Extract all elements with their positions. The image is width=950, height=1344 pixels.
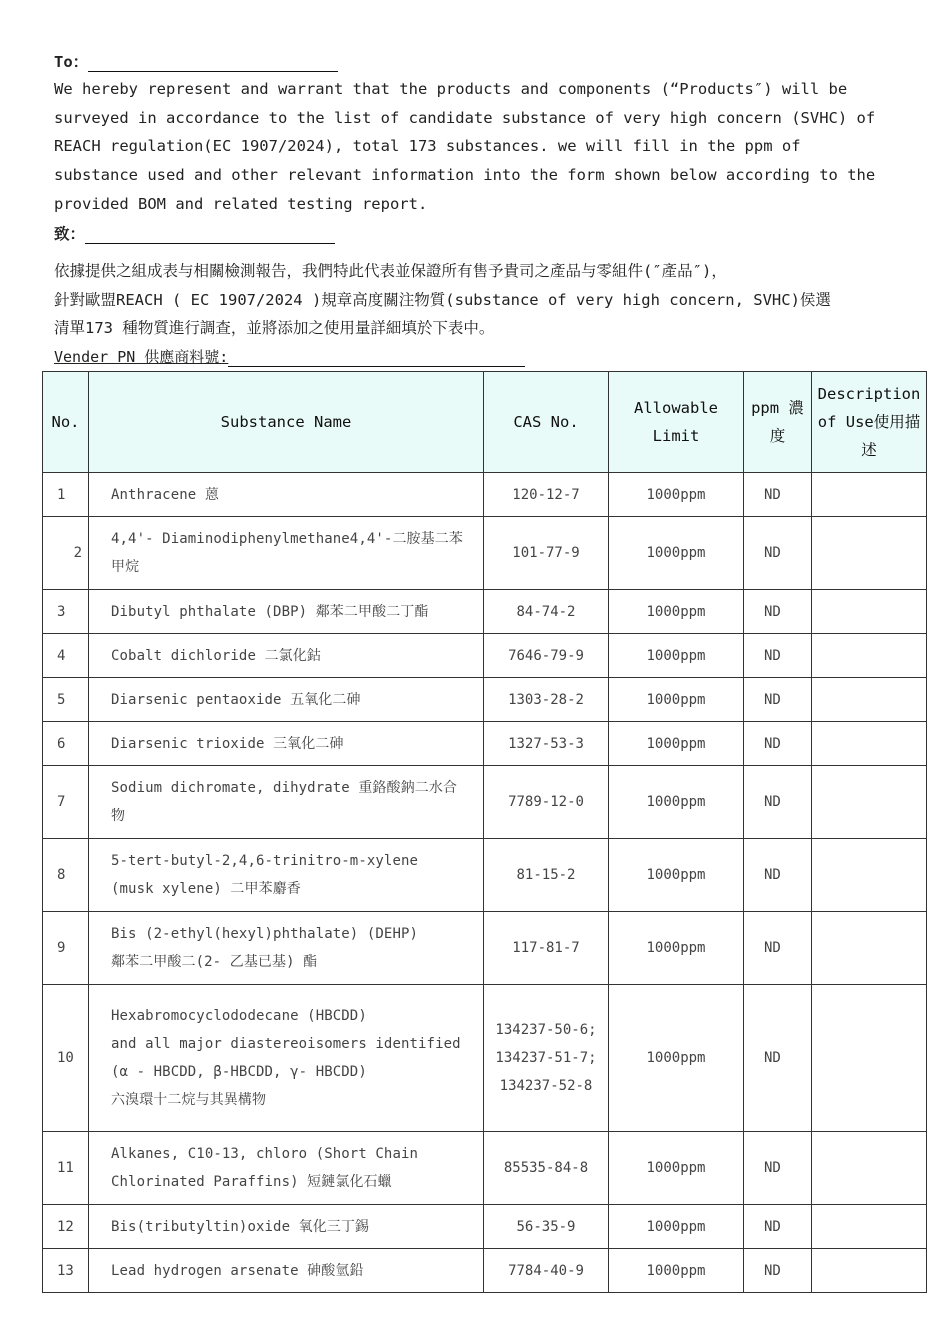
allowable-limit-cell: 1000ppm [609,912,744,985]
allowable-limit-cell: 1000ppm [609,1249,744,1293]
allowable-limit-cell: 1000ppm [609,634,744,678]
to-line-zh [54,222,335,244]
substance-name-cell [89,839,484,912]
substance-name-line: 鄰苯二甲酸二(2- 乙基已基) 酯 [111,954,318,970]
cas-number: 134237-52-8 [499,1078,593,1094]
substance-name-line: Hexabromocyclododecane (HBCDD) [111,1008,367,1024]
table-header-row [43,372,927,473]
table-row [43,590,927,634]
substance-name-line: 物 [111,808,126,824]
ppm-cell[interactable]: ND [744,722,812,766]
cas-number-cell [484,678,609,722]
statement-en-line: substance used and other relevant information into the form shown below according to the [54,166,876,185]
table-row [43,1205,927,1249]
description-of-use-cell[interactable] [812,766,927,839]
cas-number: 1327-53-3 [508,735,584,752]
ppm-cell[interactable]: ND [744,473,812,517]
ppm-cell[interactable]: ND [744,590,812,634]
ppm-cell[interactable]: ND [744,1205,812,1249]
substance-name-cell [89,678,484,722]
ppm-cell[interactable]: ND [744,912,812,985]
substance-name-cell [89,473,484,517]
ppm-cell[interactable]: ND [744,839,812,912]
ppm-cell[interactable]: ND [744,985,812,1132]
vendor-pn-blank[interactable] [228,348,525,367]
cas-number-cell [484,1249,609,1293]
description-of-use-cell[interactable] [812,985,927,1132]
allowable-limit-cell: 1000ppm [609,985,744,1132]
substance-name-cell [89,1205,484,1249]
allowable-limit-cell: 1000ppm [609,839,744,912]
substance-name-line: Diarsenic pentaoxide 五氧化二砷 [111,691,361,708]
substance-name-line: Anthracene 蒽 [111,486,219,503]
substance-name-line: 4,4'- Diaminodiphenylmethane4,4'-二胺基二苯 [111,531,463,547]
cas-number-cell [484,839,609,912]
substance-name-line: Lead hydrogen arsenate 砷酸氫鉛 [111,1262,364,1279]
substance-name-line: Alkanes, C10-13, chloro (Short Chain [111,1146,419,1162]
cas-number-cell [484,473,609,517]
table-row [43,912,927,985]
allowable-limit-cell: 1000ppm [609,678,744,722]
header-no: No. [43,372,89,473]
ppm-cell[interactable]: ND [744,634,812,678]
description-of-use-cell[interactable] [812,678,927,722]
cas-number-cell [484,590,609,634]
substance-name-cell [89,722,484,766]
substance-name-line: (musk xylene) 二甲苯麝香 [111,881,301,897]
substance-name-line: Bis (2-ethyl(hexyl)phthalate) (DEHP) [111,926,419,942]
header-allowable-limit: Allowable Limit [609,372,744,473]
substance-name-cell [89,517,484,590]
ppm-cell[interactable]: ND [744,766,812,839]
substance-name-cell [89,1249,484,1293]
substance-name-line: Diarsenic trioxide 三氧化二砷 [111,735,344,752]
row-number: 8 [43,839,89,912]
ppm-cell[interactable]: ND [744,517,812,590]
allowable-limit-cell: 1000ppm [609,766,744,839]
substance-name-line: Sodium dichromate, dihydrate 重鉻酸鈉二水合 [111,780,458,796]
row-number: 10 [43,985,89,1132]
cas-number: 134237-50-6; [495,1022,597,1038]
svhc-table [42,371,927,1293]
description-of-use-cell[interactable] [812,1132,927,1205]
description-of-use-cell[interactable] [812,722,927,766]
to-line [54,50,338,72]
row-number: 7 [43,766,89,839]
table-row [43,985,927,1132]
table-row [43,1132,927,1205]
statement-en-line: surveyed in accordance to the list of candidate substance of very high concern (SVHC) of [54,108,876,127]
description-of-use-cell[interactable] [812,473,927,517]
substance-name-line: 5-tert-butyl-2,4,6-trinitro-m-xylene [111,853,419,869]
cas-number: 56-35-9 [516,1218,576,1235]
description-of-use-cell[interactable] [812,590,927,634]
statement-en-line: provided BOM and related testing report. [54,194,428,213]
substance-name-cell [89,590,484,634]
substance-name-cell [89,1132,484,1205]
cas-number-cell [484,766,609,839]
header-substance-name: Substance Name [89,372,484,473]
table-row [43,678,927,722]
vendor-pn-line [54,346,525,367]
statement-chinese [54,257,904,343]
statement-zh-line: 針對歐盟REACH ( EC 1907/2024 )規章高度關注物質(substance of very high concern, SVHC)侯選 [54,290,831,309]
cas-number: 7646-79-9 [508,647,584,664]
cas-number: 101-77-9 [512,545,580,561]
row-number: 6 [43,722,89,766]
table-row [43,839,927,912]
row-number: 2 [43,517,89,590]
allowable-limit-cell: 1000ppm [609,517,744,590]
cas-number: 1303-28-2 [508,691,584,708]
to-blank[interactable] [88,57,338,72]
cas-number: 85535-84-8 [503,1160,589,1176]
allowable-limit-cell: 1000ppm [609,722,744,766]
description-of-use-cell[interactable] [812,839,927,912]
ppm-cell[interactable]: ND [744,678,812,722]
description-of-use-cell[interactable] [812,1205,927,1249]
substance-name-line: and all major diastereoisomers identified [111,1036,461,1052]
cas-number-cell [484,1132,609,1205]
cas-number: 134237-51-7; [495,1050,597,1066]
description-of-use-cell[interactable] [812,912,927,985]
cas-number: 81-15-2 [516,867,576,883]
row-number: 9 [43,912,89,985]
cas-number: 7784-40-9 [508,1262,584,1279]
table-row [43,634,927,678]
substance-name-line: (α - HBCDD, β-HBCDD, γ- HBCDD) [111,1064,367,1080]
cas-number: 84-74-2 [516,603,576,620]
table-body [43,473,927,1293]
statement-zh-line: 依據提供之組成表与相關檢測報告，我們特此代表並保證所有售予貴司之產品与零組件(″產品″)， [54,262,727,280]
to-blank-zh[interactable] [85,229,335,244]
description-of-use-cell[interactable] [812,1249,927,1293]
cas-number-cell [484,912,609,985]
ppm-cell[interactable]: ND [744,1132,812,1205]
statement-english [54,75,904,219]
row-number: 11 [43,1132,89,1205]
allowable-limit-cell: 1000ppm [609,1205,744,1249]
allowable-limit-cell: 1000ppm [609,590,744,634]
substance-name-line: 六溴環十二烷与其異構物 [111,1092,267,1108]
ppm-cell[interactable]: ND [744,1249,812,1293]
row-number: 4 [43,634,89,678]
header-ppm: ppm 濃度 [744,372,812,473]
statement-en-line: We hereby represent and warrant that the products and components (“Products″) will be [54,80,848,98]
table-row [43,722,927,766]
cas-number-cell [484,1205,609,1249]
cas-number: 120-12-7 [512,486,580,503]
substance-name-line: Chlorinated Paraffins) 短鏈氯化石蠟 [111,1174,392,1190]
row-number: 3 [43,590,89,634]
row-number: 13 [43,1249,89,1293]
table-row [43,766,927,839]
substance-name-line: Cobalt dichloride 二氯化鈷 [111,647,321,664]
row-number: 5 [43,678,89,722]
statement-zh-line: 清單173 種物質進行調查，並將添加之使用量詳細填於下表中。 [54,319,495,338]
vendor-pn-label: Vender PN 供應商料號: [54,348,229,366]
to-label-zh: 致： [54,225,86,243]
table-row [43,473,927,517]
statement-en-line: REACH regulation(EC 1907/2024), total 173 substances. we will fill in the ppm of [54,137,801,156]
header-cas-no: CAS No. [484,372,609,473]
substance-name-cell [89,985,484,1132]
description-of-use-cell[interactable] [812,634,927,678]
cas-number-cell [484,634,609,678]
substance-name-line: Bis(tributyltin)oxide 氧化三丁錫 [111,1218,370,1235]
to-label: To： [54,53,89,71]
cas-number: 7789-12-0 [508,794,584,810]
cas-number: 117-81-7 [512,940,580,956]
substance-name-cell [89,766,484,839]
substance-name-line: Dibutyl phthalate (DBP) 鄰苯二甲酸二丁酯 [111,603,429,620]
substance-name-cell [89,634,484,678]
table-row [43,517,927,590]
substance-name-cell [89,912,484,985]
allowable-limit-cell: 1000ppm [609,473,744,517]
header-description-of-use: Description of Use使用描述 [812,372,927,473]
row-number: 12 [43,1205,89,1249]
substance-name-line: 甲烷 [111,559,140,575]
description-of-use-cell[interactable] [812,517,927,590]
cas-number-cell [484,517,609,590]
allowable-limit-cell: 1000ppm [609,1132,744,1205]
cas-number-cell [484,722,609,766]
row-number: 1 [43,473,89,517]
cas-number-cell [484,985,609,1132]
table-row [43,1249,927,1293]
